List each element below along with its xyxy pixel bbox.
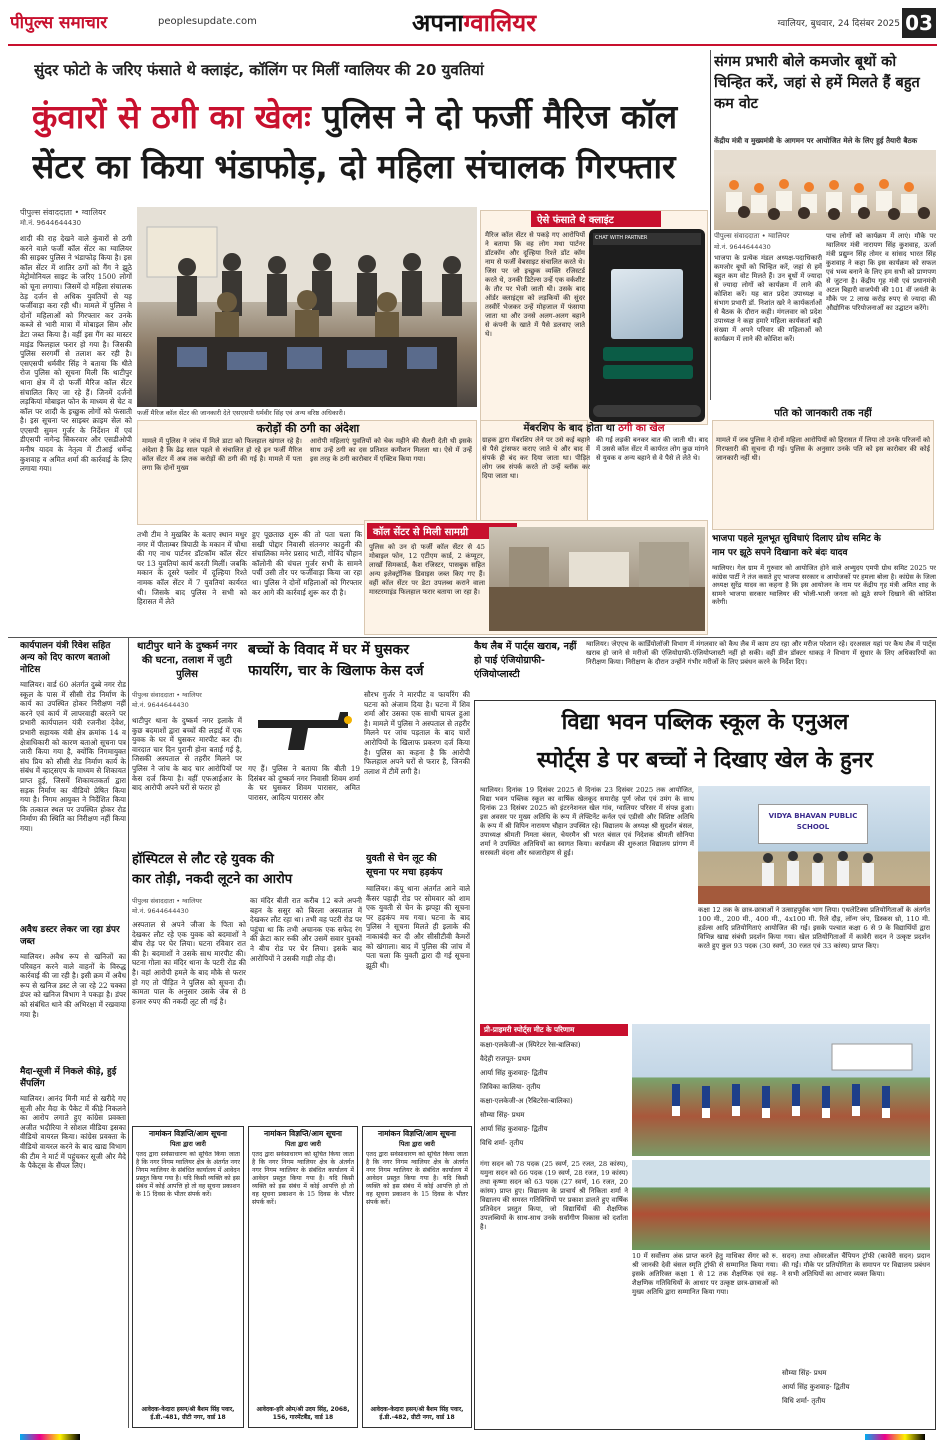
firing-headline-line1: बच्चों के विवाद में घर में घुसकर	[248, 642, 409, 658]
growth-box	[712, 532, 936, 632]
meeting-crowd-illustration	[714, 150, 936, 230]
pistol-icon	[248, 690, 360, 760]
chain-headline	[366, 852, 470, 882]
chain-body: ग्वालियर। कंपू थाना अंतर्गत आने वाले कैंसर पहाड़ी रोड पर सोमवार को शाम एक युवती से चेन के झपट्टा की सूचना पर हड़कंप मच गया। घटना के बाद पुलिस ने सूचना मिलते ही इलाके की नाकाबंदी कर दी और सीसीटीवी कैमरों को खंगाला। बाद में पुलिस की जांच में पता चला कि युवती द्वारा दी गई सूचना झूठी थी।	[366, 884, 470, 970]
crores-box-col1: मामले में पुलिस ने जांच में मिले डाटा को फिलहाल खंगाल रहे है। अंदेशा है कि ढेढ़ साल पहले से संचालित हो रहे इन फर्जी मैरिज कॉल सेंटर में अब तक करोड़ों की ठगी की गई है। मामले में पता लगा कि दोनों मुख्य	[142, 437, 302, 472]
lead-body: शादी की राह देखने वाले कुंवारों से ठगी करने वाले फर्जी कॉल सेंटर का ग्वालियर की साइबर पुलिस ने भंडाफोड़ किया है। इस कॉल सेंटर में शातिर ठगों को गैंग ने झूठे मेट्रोमोनियल साइट के जरिए 1500 लोगों को चूना लगाया। जिसमें दो महिला संचालक ठेड़ दर्जन से अधिक युवतियों से यह फर्जीवाड़ा करा रही थी। मामले में पुलिस ने दोनों महिलाओं को गिरफ्तार कर उनके कब्जे से भारी मात्रा में मोबाइल सिम और डेटा जब्त किया है। वहीं इस गैंग का मास्टर माइंड फिलहाल फरार हो गया है। जिसकी पुलिस सरगर्मी से तलाश कर रही है। एसएसपी धर्मवीर सिंह ने बताया कि थीते रोज पुलिस को सूचना मिली कि थाटीपुर थाना क्षेत्र में दो फर्जी मैरिज कॉल सेंटर संचालित किए जा रहे हैं। जिनमें दर्जनों लड़कियां मोबाइल फोन के माध्यम से चेट व कॉल पर शादी के इच्छुक लोगों को फंसाती है। इस सूचना पर साइबर क्राइम सेल को एएसपी सुमन गुर्जर के निर्देशन में एवं डीएसपी नागेन्द्र सिकरवार और एसडीओपी मनीष यादव के नेतृत्व में टीआई धर्मेन्द्र कुशवाह व अमित शर्मा की कार्रवाई के लिए लगाया गया।	[20, 234, 132, 474]
hospital-headline	[132, 850, 368, 894]
right-top-byline: पीपुल्स संवाददाता • ग्वालियर	[714, 232, 790, 240]
thatipur-byline: पीपुल्स संवाददाता • ग्वालियर	[132, 691, 202, 699]
page-number: 03	[902, 8, 936, 38]
crores-box-title: करोड़ों की ठगी का अंदेशा	[256, 422, 360, 435]
lead-mobile: मो.नं. 9644644430	[20, 219, 82, 227]
hospital-byline: पीपुल्स संवाददाता • ग्वालियर	[132, 897, 202, 905]
chain-headline-line1: युवती से चेन लूट की	[366, 853, 437, 864]
dumper-body: ग्वालियर। अवैध रूप से खनिजों का परिवहन करने वाले वाहनों के विरुद्ध कार्रवाई की जा रही है। इसी क्रम में अवैध रूप से खनिज डस्ट ले जा रहे 22 चक्का डंपर को खनिज विभाग ने पकड़ा है। डंपर को संबंधित थाने की अभिरक्षा में रखवाया गया है।	[20, 952, 126, 1019]
how-box-body: मैरिज कॉल सेंटर से पकड़े गए आरोपियों ने बताया कि वह लोग मथा पार्टनर डॉटकॉम और दूल्हिया रिश्ते डॉट कॉम नाम से फर्जी वेबसाइट संचालित करते थे। जिस पर जो इच्छुक व्यक्ति रजिस्टर्ड करते थे, उनकी डिटेल्स उन्हें एक वर्कशीट के तौर पर भेजी जाती थी। उसके बाद ऑर्डर क्लाइंट्स को लड़कियों की सुंदर तस्वीरें भेजकर उन्हें मोहजाल में फंसाया जाता था और उनसे अलग-अलग बहाने से कंपनी के खाते में पैसे डलवाए जाते थे।	[485, 231, 585, 338]
firing-headline	[248, 640, 470, 684]
how-box-title: ऐसे फंसाते थे क्लाइंट	[531, 211, 661, 227]
phone-header: CHAT WITH PARTNER	[593, 233, 701, 245]
march-past-photo	[632, 1024, 930, 1156]
school-headline-line1: विद्या भवन पब्लिक स्कूल के एनुअल	[561, 710, 849, 735]
school-body-bottom: गंगा सदन को 78 पदक (25 स्वर्ण, 25 रजत, 28 कांस्य), यमुना सदन को 66 पदक (19 स्वर्ण, 28 रजत, 19 कांस्य) तथा कृष्णा सदन को 63 पदक (27 स्वर्ण, 16 रजत, 20 कांस्य) प्राप्त हुए। विद्यालय के प्राचार्य श्री निकिता शर्मा ने विद्यालय की समस्त गतिविधियों पर प्रकाश डालते हुए वार्षिक प्रतिवेदन प्रस्तुत किया, जो विद्यार्थियों की शैक्षणिक उपलब्धियों के साथ-साथ उनके सर्वांगीण विकास को दर्शाता है।	[480, 1160, 628, 1231]
thatipur-body: थाटीपुर थाना के दुष्कर्म नगर इलाके में कुछ बदमाशों द्वारा बच्चों की लड़ाई में एक युवक के घर में घुसकर मारपीट कर दी। वारदात चार दिन पुरानी होना बताई गई है, जिसकी अस्पताल से तहरीर मिलने पर पुलिस ने जांच के बाद चार आरोपियों पर केस दर्ज किया है। वहीं एफआईआर के बाद आरोपी अपने घरों से फरार हो	[132, 716, 242, 793]
masthead-rule	[8, 44, 937, 46]
sports-field-photo	[632, 1160, 930, 1250]
ad-notice-3	[362, 1126, 472, 1428]
phone-input-bar	[593, 405, 701, 417]
material-box-body: पुलिस को उन दो फर्जी कॉल सेंटर से 45 मोबाइल फोन, 12 एटीएम कार्ड, 2 कंप्यूटर, लाखों सिमकार्ड, कैश रजिस्टर, पासबुक सहित अन्य इलेक्ट्रॉनिक डिवाइस जब्त किए गए हैं। वहीं कॉल सेंटर पर डेटा उपलब्ध कराने वाला मास्टरमाइंड फिलहाल फरार बताया जा रहा है।	[369, 543, 485, 596]
section-title	[412, 6, 592, 38]
bjp-meeting-photo	[714, 150, 936, 230]
mid-rule	[472, 637, 937, 638]
registration-strip	[0, 1432, 945, 1442]
hospital-body2: का मंदिर बीती रात करीब 12 बजे अपनी बहन के ससुर को बिरला अस्पताल में देखकर लौट रहा था। तभी वह पटरी रोड पर पहुंचा था कि तभी अचानक एक सफेद रंग की क्रेटा कार रुकी और उसमें सवार युवकों ने बीच रोड पर घेर लिया। इसके बाद आरोपियों ने उसकी गाड़ी तोड़ दी।	[250, 896, 362, 963]
firing-body2: सौरभ गुर्जर ने मारपीट व फायरिंग की घटना को अंजाम दिया है। घटना में शिव शर्मा और उसका एक साथी घायल हुआ है। मामले में पुलिस ने अस्पताल से तहरीर मिलने पर जांच पड़ताल के बाद चारों आरोपियों के खिलाफ प्रकरण दर्ज किया है। पुलिस का कहना है कि आरोपी फिलहाल अपने घरों से फरार है, जिनकी तलाश में टीमें लगी है।	[364, 690, 470, 776]
ad-notice-2	[248, 1126, 358, 1428]
husband-box-body: मामले में जब पुलिस ने दोनों महिला आरोपियों को हिरासत में लिया तो उनके परिजनों को गिरफ्तारी की सूचना दी गई। पुलिस के अनुसार उनके पति को इस कारोबार की कोई जानकारी नहीं थी।	[716, 436, 930, 462]
students-march-illustration	[632, 1024, 930, 1156]
school-body: ग्वालियर। दिनांक 19 दिसंबर 2025 से दिनांक 23 दिसंबर 2025 तक आयोजित, विद्या भवन पब्लिक स्कूल का वार्षिक खेलकूद समारोह पूर्ण जोश एवं उमंग के साथ दिनांक 23 दिसंबर 2025 को इंटरनेशनल खेल गांव, ग्वालियर परिसर में संपन्न हुआ। इस अवसर पर मुख्य अतिथि के रूप में लेफ्टिनेंट कर्नल एवं एडीसी और विशिष्ट अतिथि के रूप में श्री विपिन नारायण चौहान उपस्थित रहे। विद्यालय के अध्यक्ष श्री सुदर्शन बंसल, उपाध्यक्ष श्रीमती निमता बंसल, चेयरमैन श्री भरत बंसल एवं निदेशक श्रीमती सोनिया शर्मा ने उपस्थित अतिथियों का स्वागत किया। कार्यक्रम की शुरुआत विद्यालय प्रांगण में सरस्वती वंदना और ध्वजारोहण से हुई।	[480, 786, 694, 857]
ad-title: नामांकन विज्ञप्ति/आम सूचना	[149, 1129, 227, 1138]
ad-body: एतद द्वारा सर्वसाधारण को सूचित किया जाता है कि नगर निगम ग्वालियर क्षेत्र के अंतर्गत नगर निगम ग्वालियर के संबंधित कार्यालय में आवेदन प्रस्तुत किया गया है। यदि किसी व्यक्ति को इस संबंध में कोई आपत्ति हो तो वह सूचना प्रकाशन के 15 दिवस के भीतर संपर्क करें।	[136, 1151, 240, 1198]
gun-photo	[248, 690, 360, 760]
hospital-headline-line1: हॉस्पिटल से लौट रहे युवक की	[132, 852, 274, 867]
ad-footer: आवेदक-हरि ओम/श्री उदय सिंह, 2068, 156, गारमेंटबैंड, वार्ड 18	[256, 1406, 350, 1421]
membership-col2: की गई लड़की बनकर बात की जाती थी। बाद में उससे कॉल सेंटर में कार्यरत लोग कुछ मांगने से युवक व अन्य बहाने से वे पैसे ले लेते थे।	[596, 436, 708, 462]
cath-lab-headline: कैथ लैब में पार्ट्स खराब, नहीं हो पाई एंजियोग्राफी-एंजियोप्लास्टी	[474, 641, 577, 680]
material-box	[364, 520, 708, 635]
hospital-mobile: मो.नं. 9644644430	[132, 907, 189, 915]
right-top-col1: भाजपा के प्रत्येक मंडल अध्यक्ष-पदाधिकारी कमजोर बूथों को चिन्हित करें, जहां से हमें बहुत कम वोट मिलते हैं। उन बूथों में ज्यादा से ज्यादा लोगों को कार्यक्रम में लाने की कोशिश करें। यह बात प्रदेश उपाध्यक्ष व संभाग प्रभारी डॉ. निशांत खरे ने कार्यकर्ताओं से बैठक के दौरान कही। मंगलवार को प्रदेश उपाध्यक्ष ने कहा हमारे महिला कार्यकर्ता बड़ी संख्या में अपने परिवार की महिलाओं को कार्यक्रम में लाने की कोशिश करें।	[714, 254, 822, 343]
hospital-body1: अस्पताल से अपने जीजा के पिता को देखकर लौट रहे एक युवक को बदमाशों ने बीच रोड़ पर घेर लिया। घटना रविवार रात की है। बदमाशों ने उसके साथ मारपीट की। घटना गोला का मंदिर थाना के पटरी रोड की है। वहां आरोपी हमले के बाद मौके से फरार हो गए तो पीड़ित ने पुलिस को सूचना दी। कामता पाल के अनुसार उसके जेब से 8 हजार रुपए की नकदी लूट ली गई है।	[132, 920, 246, 1006]
growth-headline-line1: भाजपा पहले मूलभूत सुविधाएं दिलाए ग्रोथ समिट के	[712, 534, 881, 544]
membership-col1: ग्राहक द्वारा मेंबरशिप लेने पर उसे कई बहाने से पैसे ट्रांसफर कराए जाते थे और बाद में संपर्क ही बंद कर दिया जाता था। पीड़ित लोग जब संपर्क करते तो उन्हें ब्लॉक कर दिया जाता था।	[482, 436, 590, 480]
flour-headline: मैदा-सूजी में निकले कीड़े, हुई सैंपलिंग	[20, 1067, 117, 1089]
notice-body: ग्वालियर। वार्ड 60 अंतर्गत दुब्बे नगर रोड स्कूल के पास में सीसी रोड निर्माण के कार्य का उपस्थित होकर निरीक्षण नहीं करने एवं कार्य में लापरवाही बरतने पर प्रभारी कार्यपालन यंत्री रजनीश देवेश, प्रभारी सहायक यंत्री क्षेत्र क्रमांक 14 व क्षेत्राधिकारी को कारण बताओ सूचना पत्र जारी किया गया है, क्योंकि निगमायुक्त संघ प्रिय को सीसी रोड निर्माण कार्य के संबंध में व्हाट्सएप के माध्यम से शिकायत प्राप्त हुई, जिसमें शिकायतकर्ता द्वारा सड़क निर्माण का वीडियो प्रेषित किया गया है। निगम आयुक्त ने निर्देशित किया कि तत्काल स्थल पर उपस्थित होकर रोड निर्माण की स्थिति का निरीक्षण नहीं किया गया।	[20, 680, 126, 833]
ad-title: नामांकन विज्ञप्ति/आम सूचना	[264, 1129, 342, 1138]
phone-photo	[611, 269, 683, 339]
notice-headline: कार्यपालन यंत्री रिवेश सहित अन्य को दिए कारण बताओ नोटिस	[20, 641, 111, 675]
chain-headline-line2: सूचना पर मचा हड़कंप	[366, 867, 443, 878]
lead-body-col2: तभी टीम ने मुखबिर के बताए स्थान मधुर नगर में पीताम्बर त्रिपाठी के मकान में चौथा की गए नाथ पार्टनर डॉटकॉम कॉल सेंटर पर 13 युवतियां कार्य करती मिलीं। जबकि मकान के दूसरे फ्लोर में दूल्हिया रिश्ते नामक कॉल सेंटर में 7 युवतियां कार्यरत थी। जिसके बाद पुलिस ने सभी को हिरासत में लेते	[137, 530, 247, 607]
husband-box-title: पति को जानकारी तक नहीं	[774, 408, 872, 419]
ad-subtitle: पिता द्वारा जारी	[285, 1140, 321, 1148]
hospital-headline-line2: कार तोड़ी, नकदी लूटने का आरोप	[132, 872, 293, 887]
result-line: सौम्या सिंह- प्रथम	[480, 1111, 525, 1119]
office-illustration	[489, 527, 705, 631]
lead-headline-red: कुंवारों से ठगी का खेलः	[32, 97, 311, 136]
winner-line: आर्या सिंह कुशवाह- द्वितीय	[782, 1383, 850, 1391]
material-box-title: कॉल सेंटर से मिली सामग्री	[367, 523, 517, 539]
membership-title-part1: मेंबरशिप के बाद होता था	[523, 423, 615, 434]
seized-material-photo	[489, 527, 705, 631]
phone-chat-bubble	[603, 365, 693, 379]
section-title-prefix: अपना	[412, 9, 464, 37]
thatipur-headline: थाटीपुर थाने के दुष्कर्म नगर की घटना, तलाश में जुटी पुलिस	[136, 641, 238, 680]
ad-footer: आवेदक-केदारा हसन/श्री बैशम सिंह पवार, ई.डी.-482, ग्रीटी नगर, वार्ड 18	[370, 1406, 464, 1421]
school-headline-line2: स्पोर्ट्स डे पर बच्चों ने दिखाए खेल के हुनर	[537, 748, 873, 773]
lead-headline-line2: सेंटर का किया भंडाफोड़, दो महिला संचालक गिरफ्तार	[32, 147, 676, 186]
right-top-col2: पाच लोगों को कार्यक्रम में लाएं। मौके पर ग्वालियर मंत्री नारायण सिंह कुशवाह, ऊर्जा मंत्री प्रद्युम्न सिंह तोमर व सांसद भारत सिंह कुशवाह ने कहा कि इस कार्यक्रम को सफल एवं भव्य बनाने के लिए हम सभी को प्राणपण से जुटना है। केंद्रीय गृह मंत्री एवं प्रधानमंत्री अटल बिहारी वाजपेयी की 101 वीं जयंती के मौके पर 2 लाख करोड़ रुपए से ज्यादा की औद्योगिक परियोजनाओं का उद्घाटन करेंगे।	[826, 232, 936, 312]
left-column-rule	[128, 638, 129, 1428]
lead-body-col3: हुए पूछताछ शुरू की तो पता चला कि सखी पोद्दार निवासी संतनगर काठुनी की संचालिका मनेर प्रसाद भाटी, गोविंद चौहान कॉलोनी की चंचल गुर्जर सभी के सामने पर्ची उसी तौर पर फर्जीवाड़ा किया जा रहा था। पुलिस ने दोनों महिलाओं को गिरफ्तार कर आगे की कार्रवाई शुरू कर दी है।	[252, 530, 362, 597]
ad-body: एतद द्वारा सर्वसाधारण को सूचित किया जाता है कि नगर निगम ग्वालियर क्षेत्र के अंतर्गत नगर निगम ग्वालियर के संबंधित कार्यालय में आवेदन प्रस्तुत किया गया है। यदि किसी व्यक्ति को इस संबंध में कोई आपत्ति हो तो वह सूचना प्रकाशन के 15 दिवस के भीतर संपर्क करें।	[366, 1151, 468, 1206]
award-ceremony-illustration	[698, 786, 930, 904]
winners-list	[782, 1366, 930, 1424]
right-top-headline: संगम प्रभारी बोले कमजोर बूथों को चिन्हित करें, जहां से हमें मिलते हैं बहुत कम वोट	[714, 54, 920, 112]
masthead	[0, 0, 945, 44]
ad-footer: आवेदक-केदारा हसन/श्री बैशम सिंह पवार, ई.डी.-481, ग्रीटी नगर, वार्ड 18	[141, 1406, 235, 1421]
school-banner: VIDYA BHAVAN PUBLIC SCHOOL	[758, 804, 868, 844]
growth-box-headline	[712, 532, 936, 562]
ad-notice-1	[132, 1126, 244, 1428]
right-top-mobile: मो.नं. 9644644430	[714, 243, 771, 251]
lead-photo-caption: फर्जी मैरिज कॉल सेंटर की जानकारी देते एसएसपी धर्मवीर सिंह एवं अन्य वरिष्ठ अधिकारी।	[137, 409, 346, 417]
lead-headline-line1: पुलिस ने दो फर्जी मैरिज कॉल	[322, 97, 678, 136]
result-line: आर्या सिंह कुशवाह- द्वितीय	[480, 1125, 548, 1133]
ad-body: एतद द्वारा सर्वसाधारण को सूचित किया जाता है कि नगर निगम ग्वालियर क्षेत्र के अंतर्गत नगर निगम ग्वालियर के संबंधित कार्यालय में आवेदन प्रस्तुत किया गया है। यदि किसी व्यक्ति को इस संबंध में कोई आपत्ति हो तो वह सूचना प्रकाशन के 15 दिवस के भीतर संपर्क करें।	[252, 1151, 354, 1206]
firing-headline-line2: फायरिंग, चार के खिलाफ केस दर्ज	[248, 663, 424, 679]
lead-kicker: सुंदर फोटो के जरिए फंसाते थे क्लाइंट, कॉलिंग पर मिलीं ग्वालियर की 20 युवतियां	[34, 61, 484, 79]
school-body-right: कक्षा 12 तक के छात्र-छात्राओं ने उत्साहपूर्वक भाग लिया। एथलेटिक्स प्रतियोगिताओं के अंतर्गत 100 मी., 200 मी., 400 मी., 4x100 मी. रिले दौड़, लॉन्ग जंप, डिस्कस थ्रो, 110 मी. हर्डल्स आदि प्रतियोगिताएं आयोजित की गईं। इसके पश्चात कक्षा 6 से 9 के विद्यार्थियों द्वारा विभिन्न खाद्य संबंधी प्रदर्शन किया गया। खेल प्रतियोगिताओं में कावेरी सदन ने उत्कृष्ट प्रदर्शन करते हुए कुल 93 पदक (30 स्वर्ण, 30 रजत एवं 33 कांस्य) प्राप्त किए।	[698, 906, 930, 950]
result-line: विधि शर्मा- तृतीय	[480, 1139, 524, 1147]
school-event-photo	[698, 786, 930, 904]
right-top-subhead: केंद्रीय मंत्री व मुख्यमंत्री के आगमन पर आयोजित मेले के लिए हुई तैयारी बैठक	[714, 136, 918, 145]
ad-subtitle: पिता द्वारा जारी	[399, 1140, 435, 1148]
results-title: प्री-प्राइमरी स्पोर्ट्स मीट के परिणाम	[480, 1024, 628, 1036]
school-headline	[480, 704, 930, 784]
results-list	[480, 1038, 628, 1158]
crores-box	[137, 420, 477, 525]
how-box	[480, 210, 708, 425]
thatipur-mobile: मो.नं. 9644644430	[132, 701, 189, 709]
phone-chat-bubble	[603, 347, 693, 361]
membership-title	[480, 420, 708, 434]
winner-line: विधि शर्मा- तृतीय	[782, 1397, 826, 1405]
firing-body1: गए हैं। पुलिस ने बताया कि बीती 19 दिसंबर को दुष्कर्म नगर निवासी शिवम शर्मा के घर घुसकर शिवम पारासर, अमित पारासर, आदित्य पारासर और	[248, 764, 360, 802]
phone-screenshot	[589, 229, 705, 422]
membership-title-part2: ठगी का खेल	[618, 423, 665, 434]
result-line: जिविका कालिया- तृतीय	[480, 1083, 541, 1091]
result-line: कक्षा-एलकेजी-अ (स्पिरेटर रेस-बालिका)	[480, 1041, 581, 1049]
section-title-city: ग्वालियर	[463, 9, 537, 37]
right-column-rule	[710, 50, 711, 400]
growth-headline-line2: नाम पर झूठे सपने दिखाना करे बंदः यादव	[712, 548, 848, 558]
growth-box-body: ग्वालियर। गेल ग्राम में गुरुवार को आयोजित होने वाले अभ्युदय एमपी ग्रोथ समिट 2025 पर कांग्रेस पार्टी ने तंज कसते हुए भाजपा सरकार व आयोजकों पर हमला बोला है। कांग्रेस के जिला अध्यक्ष सुरेंद्र यादव का कहना है कि इस आयोजन के नाम पर केंद्रीय गृह मंत्री अमित शाह के सामने भाजपा सरकार ग्वालियर की भोली-भाली जनता को झूठे सपने दिखाने की कोशिश करेगी।	[712, 564, 936, 607]
school-body-bottom3: सदन) तथा ओवरऑल चैंपियन ट्रॉफी (कावेरी सदन) प्रदान की गईं। मौके पर प्रतियोगिता के समापन पर विद्यालय प्रबंधन ने सभी अतिथियों का आभार व्यक्त किया।	[782, 1252, 930, 1278]
flour-body: ग्वालियर। आनंद मिनी मार्ट से खरीदे गए सूजी और मैदा के पैकेट में कीड़े निकलने का आरोप लगाते हुए कांग्रेस प्रवक्ता अजीत भदौरिया ने सोशल मीडिया इसका वीडियो वायरल किया। कांग्रेस प्रवक्ता के वीडियो वायरल करने के बाद खाद्य विभाग की टीम ने मार्ट में पहुंचकर सूजी और मैदे के पैकेट्स के सैंपल लिए।	[20, 1094, 126, 1171]
lead-photo	[137, 207, 477, 407]
school-body-bottom2: 10 में सर्वोत्तम अंक प्राप्त करने हेतु माधिका सेंगर को रु. श्री जानकी देवी बंसल स्मृति ट्रॉफी से सम्मानित किया गया। इसके अतिरिक्त कक्षा 1 से 12 तक शैक्षणिक एवं सह-शैक्षणिक गतिविधियों के आधार पर उत्कृष्ट छात्र-छात्राओं को मुख्य अतिथि द्वारा सम्मानित किया गया।	[632, 1252, 778, 1296]
result-line: वैदेही राजपूत- प्रथम	[480, 1055, 531, 1063]
officials-illustration	[137, 207, 477, 407]
result-line: कक्षा-एलकेजी-अ (रैबिटरेस-बालिका)	[480, 1097, 573, 1105]
result-line: आर्या सिंह कुशवाह- द्वितीय	[480, 1069, 548, 1077]
cath-lab-body: ग्वालियर। जेएएच के कार्डियोलॉजी विभाग में मंगलवार को कैथ लैब में काम ठप रहा और मरीज परेशान रहे। दरअसल यहां पर कैथ लैब में पार्ट्स खराब हो जाने से मरीजों की एंजियोग्राफी-एंजियोप्लास्टी नहीं हो सकी। वहीं डीन डॉक्टर धाकड़ ने विभाग में सुधार के लिए अधिकारियों का निरीक्षण किया। निरीक्षण के दौरान उन्होंने गंभीर मरीजों के लिए प्रबंधन करने के निर्देश दिए।	[586, 640, 936, 666]
ad-subtitle: पिता द्वारा जारी	[170, 1140, 206, 1148]
paper-logo: पीपुल्स समाचार	[10, 13, 108, 33]
ad-title: नामांकन विज्ञप्ति/आम सूचना	[378, 1129, 456, 1138]
crores-box-col2: आरोपी महिलाएं युवतियों को चेक महीने की सैलरी देती थी इसके साथ उन्हें ठगी का दस प्रतिशत कमीशन मिलता था। ऐसे में उन्हें इस तरह के ठगी कारोबार में एक्टिव किया गया।	[310, 437, 472, 463]
dumper-headline: अवैध डस्टर लेकर जा रहा डंपर जब्त	[20, 925, 120, 947]
winner-line: सौम्या सिंह- प्रथम	[782, 1369, 827, 1377]
website-link[interactable]: peoplesupdate.com	[158, 16, 257, 27]
lead-headline	[32, 92, 702, 202]
dateline: ग्वालियर, बुधवार, 24 दिसंबर 2025	[777, 19, 900, 29]
lead-byline: पीपुल्स संवाददाता • ग्वालियर	[20, 208, 106, 217]
